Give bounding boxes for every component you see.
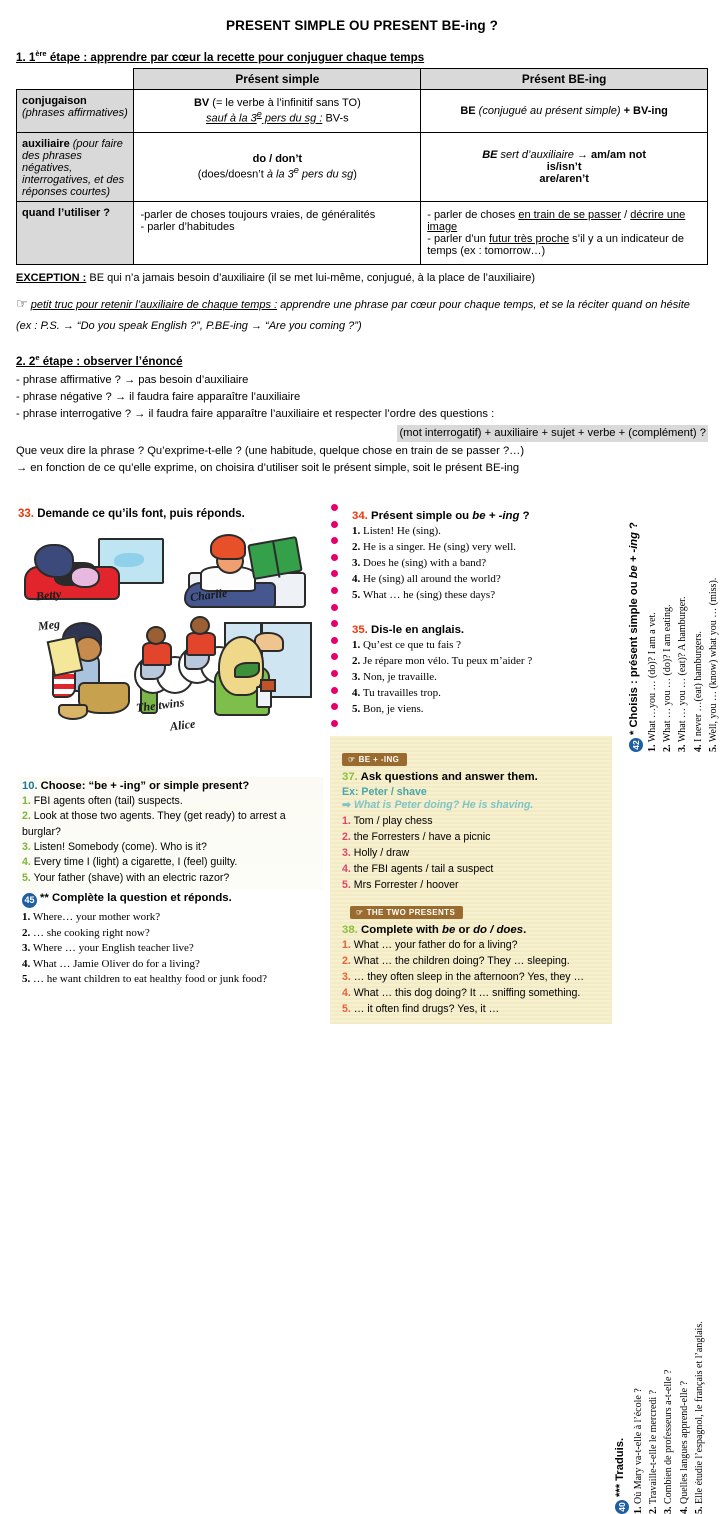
step1-heading-post: étape : apprendre par cœur la recette pour conjuguer chaque temps <box>47 51 425 64</box>
row-label-quand <box>17 201 134 264</box>
item-text: … he want children to eat healthy food or junk food? <box>33 973 267 985</box>
list-item <box>22 972 322 988</box>
item-number: 4. <box>693 745 704 753</box>
ps-sup: e <box>257 109 262 119</box>
list-item <box>342 878 602 894</box>
exercise-10-list <box>22 794 319 886</box>
step1-heading-pre: 1. 1 <box>16 51 35 64</box>
list-item <box>352 540 620 556</box>
q-u2: décrire une image <box>427 209 685 233</box>
step2-line-0: - phrase affirmative ? → pas besoin d’auxiliaire <box>16 372 708 389</box>
twin-bike-1 <box>134 644 184 694</box>
item-text: Mrs Forrester / hoover <box>354 879 459 891</box>
list-item <box>342 1002 602 1018</box>
list-item <box>661 1321 676 1514</box>
table-row-conjugaison <box>17 89 708 132</box>
list-item <box>22 941 322 957</box>
quand-be-l1 <box>427 209 701 233</box>
exercise-45-instruction: Complète la question et réponds. <box>52 892 232 904</box>
cell-conjugaison-being <box>421 89 708 132</box>
item-text: Listen! Somebody (come). Who is it? <box>34 841 207 853</box>
item-text: Tu travailles trop. <box>363 687 441 699</box>
cell-conjugaison-ps <box>134 89 421 132</box>
list-item <box>352 670 620 686</box>
list-item <box>352 638 620 654</box>
table-row-auxiliaire <box>17 132 708 201</box>
item-number: 1. <box>352 525 360 537</box>
list-item <box>342 830 602 846</box>
example-answer-text: What is Peter doing? He is shaving. <box>354 799 534 811</box>
exercise-42-list <box>645 522 721 752</box>
exercise-33 <box>18 508 318 739</box>
exercise-35 <box>352 624 620 718</box>
exercise-38-number: 38. <box>342 924 358 936</box>
aux-am: am/am not <box>591 149 646 161</box>
item-number: 2. <box>648 1507 659 1514</box>
exercise-38-title <box>342 924 602 936</box>
item-text: What … you … (eat)? A hamburger. <box>677 597 688 743</box>
exercise-35-title <box>352 624 620 636</box>
item-number: 1. <box>22 911 30 923</box>
item-number: 2. <box>662 745 673 753</box>
ps-rest: (= le verbe à l’infinitif sans TO) <box>209 97 361 109</box>
item-number: 4. <box>342 987 351 999</box>
tag-two-presents <box>350 906 463 919</box>
list-item <box>342 846 602 862</box>
item-text: What … this dog doing? It … sniffing something. <box>354 987 581 999</box>
list-item <box>706 522 721 752</box>
label-bold: quand l’utiliser ? <box>22 207 110 219</box>
exercise-45 <box>22 892 322 988</box>
exercise-40-number-badge: 40 <box>615 1500 629 1514</box>
item-number: 5. <box>342 879 351 891</box>
step1-heading-sup: ère <box>35 49 46 58</box>
ps-line1 <box>140 97 414 109</box>
exercise-33-instruction: Demande ce qu’ils font, puis réponds. <box>37 508 245 520</box>
exercise-42-title <box>628 522 643 752</box>
table-row-quand <box>17 201 708 264</box>
item-number: 2. <box>352 541 360 553</box>
step2-bullets <box>16 372 708 478</box>
list-item <box>691 522 706 752</box>
item-text: Elle étudie l’espagnol, le français et l’anglais. <box>694 1321 705 1504</box>
exercise-34-list <box>352 524 620 604</box>
list-item <box>22 926 322 942</box>
exercise-45-stars: ** <box>40 892 49 904</box>
row-label-conjugaison <box>17 89 134 132</box>
quand-ps-l1: -parler de choses toujours vraies, de généralités <box>140 209 414 221</box>
textbook-panel <box>330 736 612 1024</box>
list-item <box>631 1321 646 1514</box>
exercise-37-title <box>342 771 602 783</box>
list-item <box>22 794 319 809</box>
list-item <box>352 702 620 718</box>
item-number: 5. <box>22 872 31 884</box>
item-number: 1. <box>352 639 360 651</box>
q2-pre: - parler d’un <box>427 233 489 245</box>
exercise-34-post: ? <box>519 510 529 522</box>
exception-note <box>16 271 708 286</box>
aux-do-dont: do / don’t <box>140 153 414 165</box>
row-label-auxiliaire <box>17 132 134 201</box>
item-text: He (sing) all around the world? <box>363 573 501 585</box>
be-bold: BE <box>460 105 475 117</box>
item-number: 3. <box>352 557 360 569</box>
ps-sauf: sauf à la 3 <box>206 113 257 125</box>
item-text: Quelles langues apprend-elle ? <box>679 1381 690 1504</box>
list-item <box>352 572 620 588</box>
label-italic: (pour faire des phrases négatives, interrogatives, et des réponses courtes) <box>22 138 124 198</box>
step2-heading <box>16 353 708 368</box>
alice-bow-shape <box>234 662 260 678</box>
list-item <box>342 938 602 954</box>
pointing-hand-icon: ☞ <box>16 296 28 311</box>
item-text: What … your father do for a living? <box>354 939 518 951</box>
exercise-45-list <box>22 910 322 988</box>
ps-bv: BV <box>194 97 209 109</box>
item-text: FBI agents often (tail) suspects. <box>34 795 183 807</box>
exception-label: EXCEPTION : <box>16 272 86 284</box>
item-number: 3. <box>677 745 688 753</box>
list-item <box>22 910 322 926</box>
exercise-45-number-badge: 45 <box>22 893 37 908</box>
exercise-38-em1: be <box>442 924 455 936</box>
cartoon-label-alice: Alice <box>169 717 196 735</box>
item-number: 1. <box>633 1507 644 1514</box>
item-text: … it often find drugs? Yes, it … <box>354 1003 499 1015</box>
exercise-40-title <box>614 1321 629 1514</box>
aux-it2: pers du sg <box>299 168 353 180</box>
exercise-10-title <box>22 780 319 792</box>
ps-bvs: BV-s <box>322 113 348 125</box>
list-item <box>342 954 602 970</box>
aux-be-sert: sert d’auxiliaire <box>497 149 576 161</box>
q-pre: - parler de choses <box>427 209 518 221</box>
list-item <box>22 840 319 855</box>
exercise-40-list <box>631 1321 707 1514</box>
arrow-icon: ➡ <box>342 799 351 811</box>
step2-heading-sup: e <box>35 353 39 362</box>
step1-heading <box>16 49 708 64</box>
exercise-zone <box>0 500 724 1024</box>
list-item <box>342 814 602 830</box>
item-number: 1. <box>342 815 351 827</box>
exercise-37-example-label: Ex: Peter / shave <box>342 786 602 798</box>
list-item <box>646 1321 661 1514</box>
list-item <box>660 522 675 752</box>
exercise-34-title <box>352 510 620 522</box>
aux-it: à la 3 <box>267 168 294 180</box>
aux-are: are/aren’t <box>427 173 701 185</box>
item-text: What … you … (do)? I am eating. <box>662 604 673 742</box>
item-number: 2. <box>342 831 351 843</box>
step2-block <box>16 353 708 478</box>
cell-auxiliaire-ps <box>134 132 421 201</box>
item-text: Holly / draw <box>354 847 409 859</box>
item-number: 5. <box>352 589 360 601</box>
exercise-38-post: . <box>523 924 526 936</box>
cartoon-label-charlie: Charlie <box>189 586 228 605</box>
exercise-42-post: ? <box>628 522 640 532</box>
be-bold2: + BV-ing <box>624 105 668 117</box>
betty-blanket-shape <box>70 566 100 588</box>
aux-arrow: → <box>577 149 591 161</box>
cartoon-label-meg: Meg <box>37 617 61 635</box>
tag-label: THE TWO PRESENTS <box>367 908 456 917</box>
exercise-37-example-answer <box>342 799 602 811</box>
exercise-38-em2: do / does <box>473 924 523 936</box>
q2-u: futur très proche <box>489 233 569 245</box>
step2-line-1: - phrase négative ? → il faudra faire apparaître l’auxiliaire <box>16 389 708 406</box>
exercise-34-em: be + -ing <box>472 510 519 522</box>
list-item <box>677 1321 692 1514</box>
exercise-42-pre: Choisis : présent simple ou <box>628 578 640 727</box>
item-number: 2. <box>22 927 30 939</box>
exercise-42-em: be + -ing <box>628 532 640 578</box>
item-text: What …you … (do)? I am a vet. <box>647 612 658 742</box>
aux-sup: e <box>294 165 299 175</box>
exercise-40 <box>614 1321 707 1514</box>
exercise-10 <box>18 777 323 890</box>
item-text: Combien de professeurs a-t-elle ? <box>663 1370 674 1504</box>
label-bold: conjugaison <box>22 95 128 107</box>
exercise-37-number: 37. <box>342 771 358 783</box>
item-number: 3. <box>663 1507 674 1514</box>
list-item <box>22 809 319 840</box>
list-item <box>352 654 620 670</box>
exercise-35-number: 35. <box>352 624 368 636</box>
label-bold: auxiliaire <box>22 138 70 150</box>
cartoon-label-betty: Betty <box>35 587 62 605</box>
exercise-42-stars: * <box>628 731 640 735</box>
item-text: the Forresters / have a picnic <box>354 831 491 843</box>
header-present-simple: Présent simple <box>134 68 421 89</box>
cell-auxiliaire-being <box>421 132 708 201</box>
item-text: Where … your English teacher live? <box>33 942 194 954</box>
list-item <box>675 522 690 752</box>
item-number: 2. <box>22 810 31 822</box>
item-text: Look at those two agents. They (get ready) to arrest a burglar? <box>22 810 286 837</box>
ps-line2 <box>140 109 414 125</box>
step2-line-2: - phrase interrogative ? → il faudra faire apparaître l’auxiliaire et respecter l’ordre des questions : <box>16 406 708 423</box>
exercise-40-instruction: Traduis. <box>614 1438 626 1481</box>
quand-be-l2 <box>427 233 701 257</box>
item-text: Your father (shave) with an electric razor? <box>34 872 230 884</box>
cartoon-illustration <box>18 526 316 739</box>
q-u1: en train de se passer <box>518 209 621 221</box>
ps-pers: pers du sg : <box>262 113 323 125</box>
list-item <box>22 957 322 973</box>
cell-quand-ps <box>134 201 421 264</box>
tip-rest: apprendre une phrase par cœur pour chaque temps, et se la réciter quand on hésite (ex : P.S. → “Do you speak English ?”, P.BE-ing → “Are you coming ?”) <box>16 299 690 332</box>
item-text: What … Jamie Oliver do for a living? <box>33 958 200 970</box>
exercise-38-mid: or <box>455 924 473 936</box>
exercise-34-number: 34. <box>352 510 368 522</box>
exercise-10-instruction: Choose: “be + -ing” or simple present? <box>41 780 250 792</box>
exercise-10-number: 10. <box>22 780 38 792</box>
item-number: 2. <box>342 955 351 967</box>
item-number: 2. <box>352 655 360 667</box>
item-number: 5. <box>694 1507 705 1514</box>
item-text: Bon, je viens. <box>363 703 424 715</box>
table-corner-cell <box>17 68 134 89</box>
step2-closing-0: Que veux dire la phrase ? Qu’exprime-t-elle ? (une habitude, quelque chose en train de se passer ?…) <box>16 443 708 460</box>
aux-post: ) <box>353 168 357 180</box>
pointing-hand-icon: ☞ <box>356 908 364 917</box>
aux-does <box>140 165 414 181</box>
list-item <box>22 871 319 886</box>
item-text: Tom / play chess <box>354 815 433 827</box>
exception-text: BE qui n’a jamais besoin d’auxiliaire (il se met lui-même, conjugué, à la place de l’auxiliaire) <box>86 272 535 284</box>
header-present-be-ing: Présent BE-ing <box>421 68 708 89</box>
item-number: 3. <box>352 671 360 683</box>
exercise-38-pre: Complete with <box>361 924 442 936</box>
q-mid: / <box>621 209 630 221</box>
item-number: 4. <box>679 1507 690 1514</box>
list-item <box>352 524 620 540</box>
tag-be-ing <box>342 753 407 766</box>
step2-closing-1: → en fonction de ce qu’elle exprime, on choisira d’utiliser soit le présent simple, soit le présent BE-ing <box>16 460 708 477</box>
item-text: Well, you … (know) what you … (miss). <box>708 578 719 742</box>
item-text: Travaille-t-elle le mercredi ? <box>648 1390 659 1504</box>
exercise-34 <box>352 510 620 604</box>
step2-heading-post: étape : observer l’énoncé <box>40 355 183 368</box>
page-title: PRESENT SIMPLE OU PRESENT BE-ing ? <box>16 18 708 33</box>
item-number: 4. <box>352 573 360 585</box>
small-bowl-shape <box>58 704 88 720</box>
exercise-34-pre: Présent simple ou <box>371 510 472 522</box>
list-item <box>692 1321 707 1514</box>
item-number: 5. <box>708 745 719 753</box>
item-number: 4. <box>342 863 351 875</box>
aux-be-line1 <box>427 149 701 161</box>
item-text: Every time I (light) a cigarette, I (feel) guilty. <box>34 856 238 868</box>
exercise-37 <box>342 749 602 893</box>
aux-is: is/isn’t <box>427 161 701 173</box>
item-number: 3. <box>342 971 351 983</box>
item-number: 5. <box>352 703 360 715</box>
item-text: … they often sleep in the afternoon? Yes, they … <box>354 971 584 983</box>
exercise-40-stars: *** <box>614 1484 626 1497</box>
item-text: Does he (sing) with a band? <box>363 557 486 569</box>
formula-row <box>16 425 708 442</box>
step2-heading-pre: 2. 2 <box>16 355 35 368</box>
item-number: 3. <box>342 847 351 859</box>
item-text: What … he (sing) these days? <box>363 589 495 601</box>
exercise-33-title <box>18 508 318 520</box>
item-number: 1. <box>647 745 658 753</box>
aux-be: BE <box>482 149 497 161</box>
tag-label: BE + -ING <box>359 755 400 764</box>
label-italic: (phrases affirmatives) <box>22 107 128 119</box>
table-header-row <box>17 68 708 89</box>
item-text: Où Mary va-t-elle à l’école ? <box>633 1388 644 1504</box>
exercise-38 <box>342 902 602 1017</box>
item-number: 1. <box>22 795 31 807</box>
item-number: 4. <box>352 687 360 699</box>
list-item <box>342 986 602 1002</box>
cell-quand-being <box>421 201 708 264</box>
be-italic: (conjugué au présent simple) <box>476 105 624 117</box>
exercise-42 <box>628 522 721 752</box>
item-text: He is a singer. He (sing) very well. <box>363 541 516 553</box>
pointing-hand-icon: ☞ <box>348 755 356 764</box>
list-item <box>645 522 660 752</box>
exercise-33-number: 33. <box>18 508 34 520</box>
list-item <box>342 970 602 986</box>
item-text: What … the children doing? They … sleeping. <box>354 955 570 967</box>
item-text: Qu’est ce que tu fais ? <box>363 639 461 651</box>
item-number: 3. <box>22 942 30 954</box>
list-item <box>352 588 620 604</box>
item-number: 5. <box>22 973 30 985</box>
cartoon-label-twins: The twins <box>135 695 185 716</box>
item-text: … she cooking right now? <box>33 927 150 939</box>
betty-head-shape <box>34 544 74 578</box>
aux-pre: (does/doesn’t <box>198 168 267 180</box>
spray-bottle-shape <box>256 686 272 708</box>
grammar-table <box>16 68 708 265</box>
quand-ps-l2: - parler d’habitudes <box>140 221 414 233</box>
tip-note <box>16 292 708 336</box>
lesson-sheet <box>0 0 724 478</box>
charlie-hair-shape <box>210 534 246 560</box>
item-text: Where… your mother work? <box>33 911 160 923</box>
list-item <box>352 556 620 572</box>
item-text: Listen! He (sing). <box>363 525 441 537</box>
item-text: the FBI agents / tail a suspect <box>354 863 494 875</box>
exercise-37-instruction: Ask questions and answer them. <box>361 771 538 783</box>
item-text: Non, je travaille. <box>363 671 437 683</box>
list-item <box>352 686 620 702</box>
exercise-38-list <box>342 938 602 1017</box>
exercise-45-title <box>22 892 322 908</box>
tip-underlined: petit truc pour retenir l’auxiliaire de chaque temps : <box>31 299 277 311</box>
item-number: 4. <box>22 856 31 868</box>
list-item <box>22 855 319 870</box>
exercise-42-number-badge: 42 <box>629 738 643 752</box>
item-number: 4. <box>22 958 30 970</box>
list-item <box>342 862 602 878</box>
exercise-37-list <box>342 814 602 893</box>
item-text: Je répare mon vélo. Tu peux m’aider ? <box>363 655 532 667</box>
item-number: 5. <box>342 1003 351 1015</box>
question-formula: (mot interrogatif) + auxiliaire + sujet + verbe + (complément) ? <box>397 425 708 442</box>
exercise-35-list <box>352 638 620 718</box>
q2-post: s’il y a un indicateur de temps (ex : tomorrow…) <box>427 233 684 257</box>
item-number: 1. <box>342 939 351 951</box>
exercise-35-instruction: Dis-le en anglais. <box>371 624 464 636</box>
item-number: 3. <box>22 841 31 853</box>
item-text: I never …(eat) hamburgers. <box>693 631 704 742</box>
